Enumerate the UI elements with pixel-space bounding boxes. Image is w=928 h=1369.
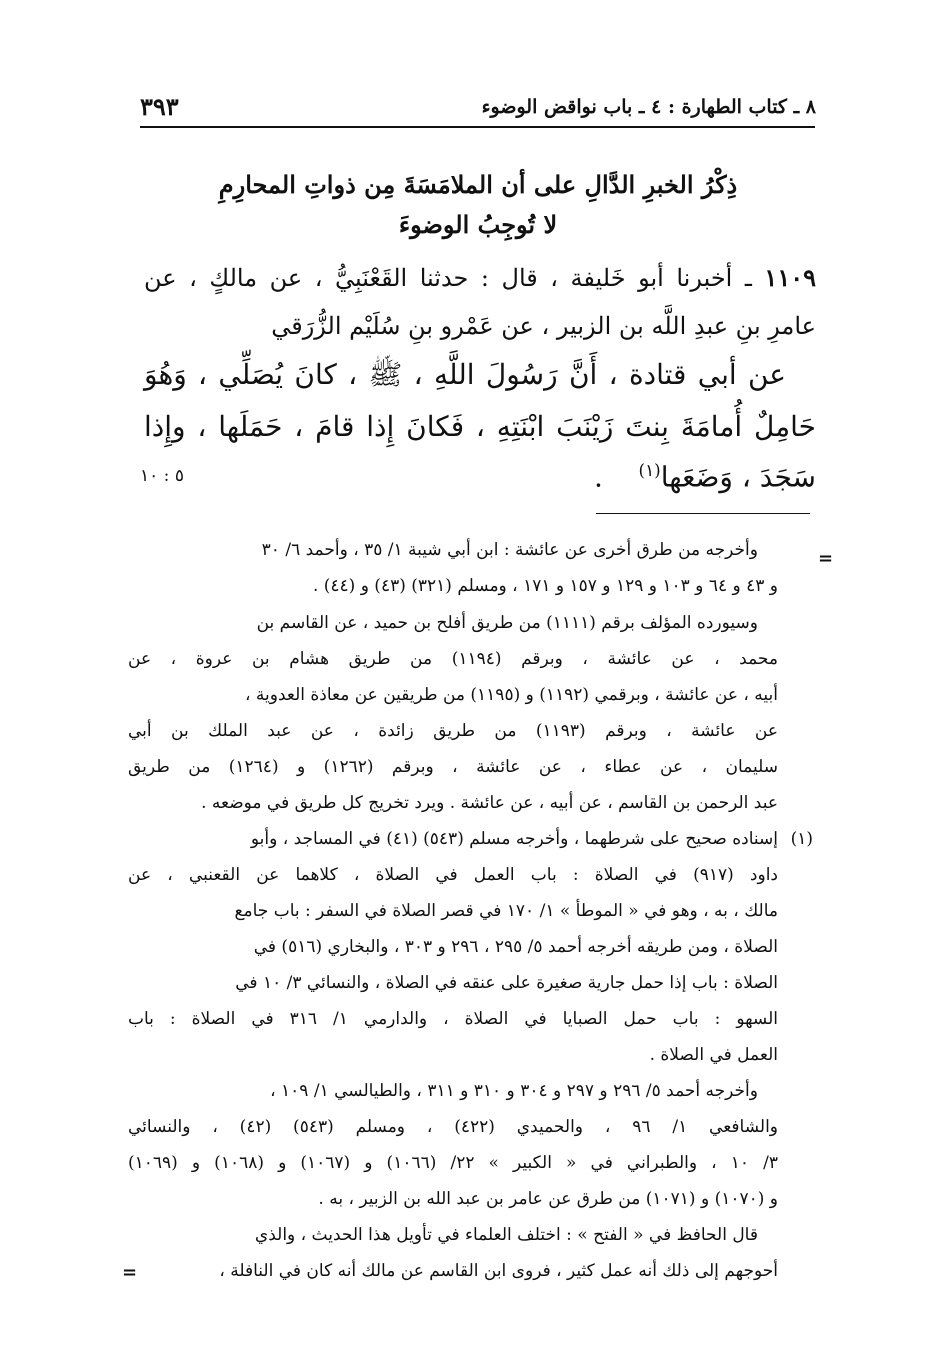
- footnote-1-line: إسناده صحيح على شرطهما ، وأخرجه مسلم (٥٤٣) (٤١) في المساجد ، وأبو: [250, 829, 778, 849]
- prev-note-line: أبيه ، عن عائشة ، وبرقمي (١١٩٢) و (١١٩٥) من طريقين عن معاذة العدوية ،: [245, 685, 778, 705]
- footnote-1-line: مالك ، به ، وهو في « الموطأ » ١/ ١٧٠ في قصر الصلاة في السفر : باب جامع: [234, 901, 778, 921]
- prev-note-line: وسيورده المؤلف برقم (١١١١) من طريق أفلح بن حميد ، عن القاسم بن: [256, 613, 758, 633]
- prev-note-line: عن عائشة ، وبرقم (١١٩٣) من طريق زائدة ، عن عبد الملك بن أبي: [128, 721, 778, 741]
- footnote-1-line: السهو : باب حمل الصبايا في الصلاة ، والدارمي ١/ ٣١٦ في الصلاة : باب: [128, 1009, 779, 1029]
- footnote-rule: [596, 513, 810, 514]
- hadith-matn-line-2: حَامِلٌ أُمامَةَ بِنتَ زَيْنَبَ ابْنَتِهِ ، فَكانَ إِذا قامَ ، حَمَلَها ، وإِذا: [144, 410, 816, 443]
- continuation-marker-bottom: =: [122, 1262, 138, 1283]
- prev-note-line: وأخرجه من طرق أخرى عن عائشة : ابن أبي شيبة ١/ ٣٥ ، وأحمد ٦/ ٣٠: [261, 540, 758, 560]
- footnote-ref-1: (١): [638, 460, 661, 480]
- chapter-title-line-2: لا تُوجِبُ الوضوءَ: [398, 210, 558, 239]
- hadith-isnad-line-1: [144, 263, 816, 292]
- footnote-1-more-line: قال الحافظ في « الفتح » : اختلف العلماء في تأويل هذا الحديث ، والذي: [254, 1225, 758, 1245]
- footnote-1-more-line: وأخرجه أحمد ٥/ ٢٩٦ و ٢٩٧ و ٣٠٤ و ٣١٠ و ٣١١ ، والطيالسي ١/ ١٠٩ ،: [270, 1081, 758, 1101]
- footnote-1-line: داود (٩١٧) في الصلاة : باب العمل في الصلاة ، كلاهما عن القعنبي ، عن: [128, 865, 778, 885]
- hadith-isnad-line-2: عامرِ بنِ عبدِ اللَّه بن الزبير ، عن عَمْرو بنِ سُلَيْم الزُّرَقي: [271, 312, 816, 340]
- chapter-title-line-1: ذِكْرُ الخبرِ الدَّالِ على أن الملامَسَةَ مِن ذواتِ المحارِمِ: [218, 170, 738, 199]
- hadith-matn-line-1: عن أبي قتادة ، أَنَّ رَسُولَ اللَّهِ ، ﷺ ، كانَ يُصَلِّي ، وَهُوَ: [144, 358, 786, 391]
- hadith-matn-end: .: [594, 460, 603, 494]
- prev-note-line: محمد ، عن عائشة ، وبرقم (١١٩٤) من طريق هشام بن عروة ، عن: [128, 649, 778, 669]
- footnote-1-more-line: و (١٠٧٠) و (١٠٧١) من طرق عن عامر بن عبد الله بن الزبير ، به .: [318, 1189, 778, 1209]
- prev-note-line: عبد الرحمن بن القاسم ، عن أبيه ، عن عائشة . ويرد تخريج كل طريق في موضعه .: [201, 793, 778, 813]
- prev-note-line: و ٤٣ و ٦٤ و ١٠٣ و ١٢٩ و ١٥٧ و ١٧١ ، ومسلم (٣٢١) (٤٣) و (٤٤) .: [312, 576, 778, 596]
- footnote-1-more-line: ٣/ ١٠ ، والطبراني في « الكبير » ٢٢/ (١٠٦٦) و (١٠٦٧) و (١٠٦٨) و (١٠٦٩): [128, 1153, 778, 1173]
- footnote-1-line: العمل في الصلاة .: [649, 1045, 778, 1065]
- prev-note-line: سليمان ، عن عطاء ، عن عائشة ، وبرقم (١٢٦٢) و (١٢٦٤) من طريق: [128, 757, 778, 777]
- cross-reference: ٥ : ١٠: [140, 466, 184, 486]
- footnote-1-line: الصلاة : باب إذا حمل جارية صغيرة على عنقه في الصلاة ، والنسائي ٣/ ١٠ في: [235, 973, 778, 993]
- hadith-matn-text-3: سَجَدَ ، وَضَعَها: [660, 460, 816, 494]
- hadith-isnad-text-1: ـ أخبرنا أبو خَليفة ، قال : حدثنا القَعْنَبِيُّ ، عن مالكٍ ، عن: [144, 264, 752, 292]
- footnote-1-line: الصلاة ، ومن طريقه أخرجه أحمد ٥/ ٢٩٥ ، ٢٩٦ و ٣٠٣ ، والبخاري (٥١٦) في: [253, 937, 778, 957]
- header-rule: [140, 126, 815, 128]
- footnote-1-more-line: أحوجهم إلى ذلك أنه عمل كثير ، فروى ابن القاسم عن مالك أنه كان في النافلة ،: [219, 1261, 778, 1281]
- hadith-number: ١١٠٩: [764, 263, 816, 292]
- running-head: ٨ ـ كتاب الطهارة : ٤ ـ باب نواقض الوضوء: [481, 96, 816, 118]
- footnote-1-label: (١): [790, 829, 813, 849]
- footnote-1-more-line: والشافعي ١/ ٩٦ ، والحميدي (٤٢٢) ، ومسلم (٥٤٣) (٤٢) ، والنسائي: [128, 1117, 779, 1137]
- hadith-matn-line-3: [594, 460, 816, 493]
- page-number: ٣٩٣: [140, 92, 179, 121]
- continuation-marker-top: =: [818, 548, 834, 569]
